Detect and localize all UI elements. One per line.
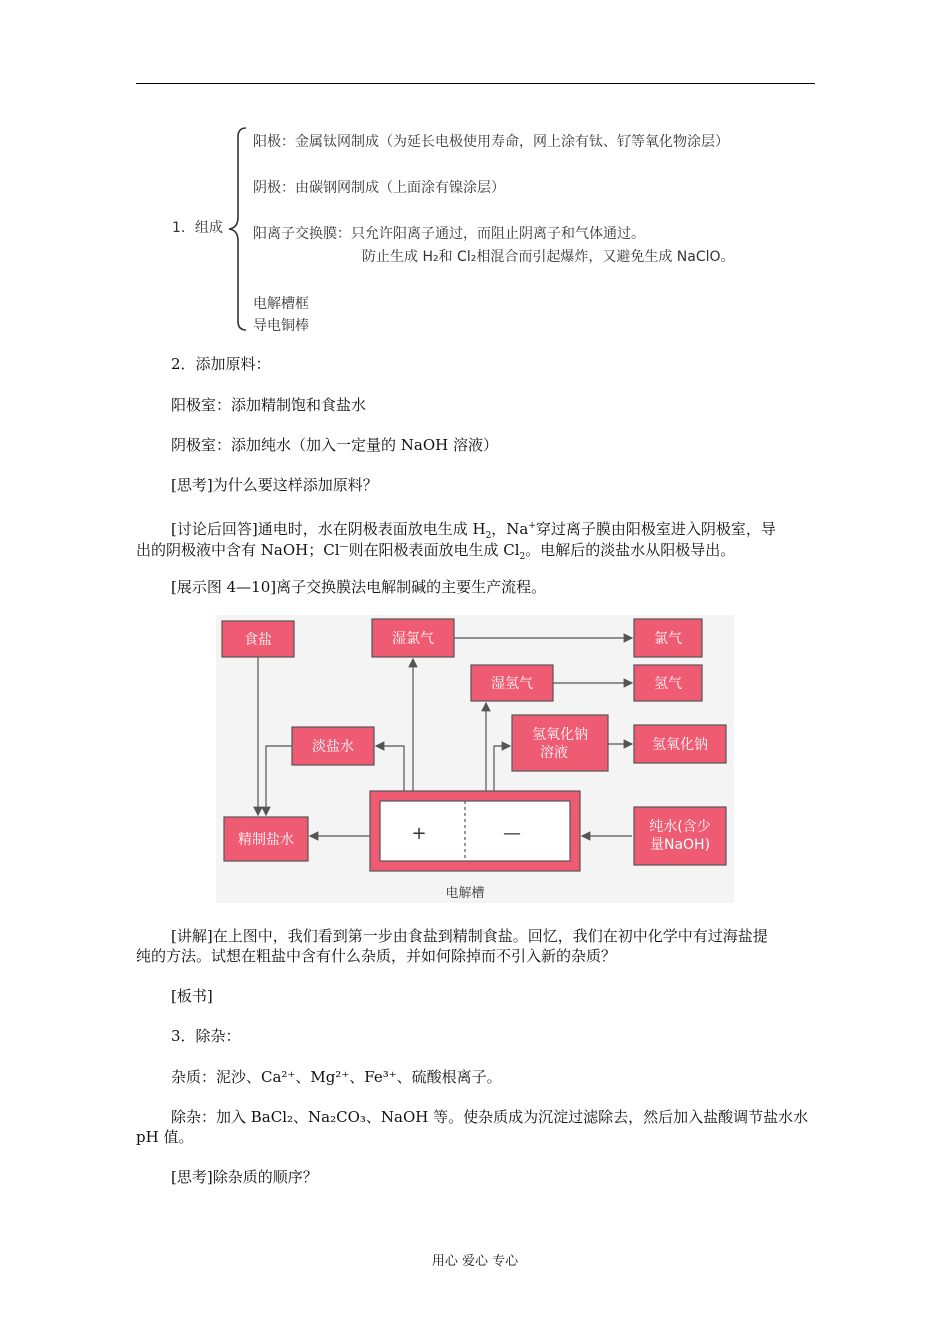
answer-line-1: [讨论后回答]通电时，水在阴极表面放电生成 $H_2$，Na+穿过离子膜由阳极室进入阴极室，导 [171,520,776,541]
label-wet-cl: 湿氯气 [392,631,434,647]
label-hydrogen: 氢气 [654,676,682,692]
label-pure-1: 纯水(含少 [649,819,711,835]
label-wet-h: 湿氢气 [491,676,533,692]
box-pure [634,807,726,865]
box-naoh-sol [512,715,608,771]
frame-line: 电解槽框 [253,296,309,312]
cathode-line: 阴极：由碳钢网制成（上面涂有镍涂层） [253,180,505,196]
answer-line-2: 出的阴极液中含有 NaOH；Cl—则在阳极表面放电生成 $Cl_2$。电解后的淡盐水从阳极导出。 [136,541,736,562]
header-rule [136,83,815,84]
membrane-line: 阳离子交换膜：只允许阳离子通过，而阻止阴离子和气体通过。 [253,226,645,242]
lecture-line-1: [讲解]在上图中，我们看到第一步由食盐到精制食盐。回忆，我们在初中化学中有过海盐提 [171,927,768,945]
cathode-room: 阴极室：添加纯水（加入一定量的 NaOH 溶液） [171,436,498,454]
label-chlorine: 氯气 [654,631,682,647]
label-minus: — [503,823,521,844]
label-naoh: 氢氧化钠 [652,737,708,753]
think-order: [思考]除杂质的顺序？ [171,1168,318,1186]
rod-line: 导电铜棒 [253,318,309,334]
label-salt: 食盐 [244,632,272,648]
remove-line-2: pH 值。 [136,1128,194,1146]
label-pure-2: 量NaOH) [649,837,711,853]
label-refined: 精制盐水 [238,832,294,848]
curly-brace [226,125,250,333]
impurity-line: 杂质：泥沙、Ca²⁺、Mg²⁺、Fe³⁺、硫酸根离子。 [171,1068,502,1086]
think-question: [思考]为什么要这样添加原料？ [171,476,378,494]
label-naoh-sol-1: 氢氧化钠 [532,727,588,743]
page-footer: 用心 爱心 专心 [431,1254,519,1269]
composition-label: 1．组成 [172,220,223,236]
anode-room: 阳极室：添加精制饱和食盐水 [171,396,367,414]
flow-diagram [216,615,734,903]
board-note: [板书] [171,987,213,1005]
label-cell: 电解槽 [445,886,485,901]
lecture-line-2: 纯的方法。试想在粗盐中含有什么杂质，并如何除掉而不引入新的杂质？ [136,947,617,965]
section3-heading: 3．除杂： [171,1027,241,1045]
label-dilute: 淡盐水 [312,739,354,755]
membrane-note: 防止生成 H₂和 Cl₂相混合而引起爆炸，又避免生成 NaClO。 [362,249,735,265]
section2-heading: 2．添加原料： [171,355,271,373]
anode-line: 阳极：金属钛网制成（为延长电极使用寿命，网上涂有钛、钌等氧化物涂层） [253,134,729,150]
label-plus: + [411,823,427,844]
label-naoh-sol-2: 溶液 [540,745,568,761]
show-figure: [展示图 4—10]离子交换膜法电解制碱的主要生产流程。 [171,578,547,596]
remove-line-1: 除杂：加入 BaCl₂、Na₂CO₃、NaOH 等。使杂质成为沉淀过滤除去，然后加入盐酸调节盐水水 [171,1108,809,1126]
